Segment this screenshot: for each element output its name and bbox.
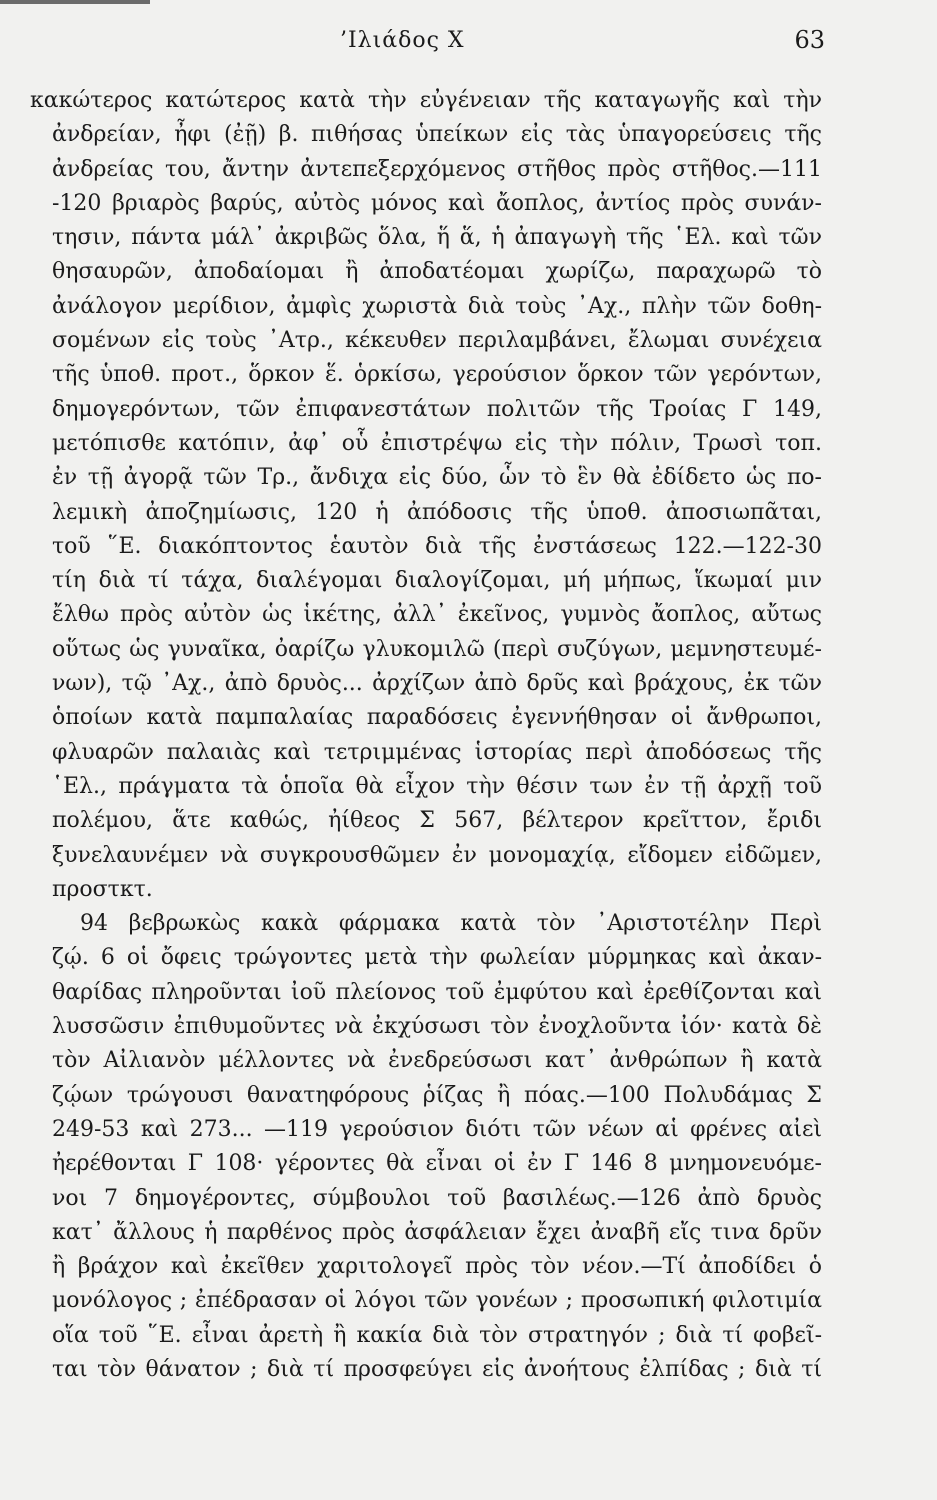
text-line: ξυνελαυνέμεν νὰ συγκρουσθῶμεν ἐν μονομαχίᾳ, εἴδομεν εἰδῶμεν, [52,842,822,868]
text-line: ἢ βράχον καὶ ἐκεῖθεν χαριτολογεῖ πρὸς τὸν νέον.—Τί ἀποδίδει ὁ [52,1254,822,1280]
text-line: κατ᾽ ἄλλους ἡ παρθένος πρὸς ἀσφάλειαν ἔχει ἀναβῆ εἴς τινα δρῦν [52,1219,822,1245]
text-line: οὕτως ὡς γυναῖκα, ὀαρίζω γλυκομιλῶ (περὶ συζύγων, μεμνηστευμέ- [52,636,822,662]
running-title: ’Ιλιάδος Χ [340,28,465,53]
text-line: οἵα τοῦ ῞Ε. εἶναι ἀρετὴ ἢ κακία διὰ τὸν στρατηγόν ; διὰ τί φοβεῖ- [52,1322,822,1348]
text-line: μετόπισθε κατόπιν, ἀφ᾽ οὗ ἐπιστρέψω εἰς τὴν πόλιν, Τρωσὶ τοπ. [52,430,822,456]
text-line: τὸν Αἰλιανὸν μέλλοντες νὰ ἐνεδρεύσωσι κατ᾽ ἀνθρώπων ἢ κατὰ [52,1048,822,1074]
text-line: μονόλογος ; ἐπέδρασαν οἱ λόγοι τῶν γονέων ; προσωπική φιλοτιμία [52,1288,822,1314]
page-number: 63 [794,26,825,54]
text-line: νοι 7 δημογέροντες, σύμβουλοι τοῦ βασιλέως.—126 ἀπὸ δρυὸς [52,1185,822,1211]
text-line: σομένων εἰς τοὺς ᾿Ατρ., κέκευθεν περιλαμβάνει, ἔλωμαι συνέχεια [52,328,822,354]
commentary-text [30,84,822,1387]
text-line: ἀνδρείας του, ἄντην ἀντεπεξερχόμενος στῆθος πρὸς στῆθος.—111 [52,156,822,182]
text-line: τίη διὰ τί τάχα, διαλέγομαι διαλογίζομαι, μή μήπως, ἵκωμαί μιν [52,568,822,594]
text-line: ῾Ελ., πράγματα τὰ ὁποῖα θὰ εἶχον τὴν θέσιν των ἐν τῇ ἀρχῇ τοῦ [52,773,822,799]
text-line: κακώτερος κατώτερος κατὰ τὴν εὐγένειαν τῆς καταγωγῆς καὶ τὴν [30,88,822,113]
running-header [0,22,937,56]
text-line: λυσσῶσιν ἐπιθυμοῦντες νὰ ἐκχύσωσι τὸν ἐνοχλοῦντα ἰόν· κατὰ δὲ [52,1014,822,1040]
text-line: φλυαρῶν παλαιὰς καὶ τετριμμένας ἱστορίας περὶ ἀποδόσεως τῆς [52,739,822,765]
text-line: 249-53 καὶ 273... —119 γερούσιον διότι τῶν νέων αἱ φρένες αἰεὶ [52,1116,822,1142]
text-line: ται τὸν θάνατον ; διὰ τί προσφεύγει εἰς ἀνοήτους ἐλπίδας ; διὰ τί [52,1356,822,1382]
text-line: -120 βριαρὸς βαρύς, αὐτὸς μόνος καὶ ἄοπλος, ἀντίος πρὸς συνάν- [52,190,822,216]
text-line: τοῦ ῞Ε. διακόπτοντος ἑαυτὸν διὰ τῆς ἐνστάσεως 122.—122-30 [52,533,822,559]
text-line: ἔλθω πρὸς αὐτὸν ὡς ἱκέτης, ἀλλ᾽ ἐκεῖνος, γυμνὸς ἄοπλος, αὔτως [52,602,822,628]
text-line: ἠερέθονται Γ 108· γέροντες θὰ εἶναι οἱ ἐν Γ 146 8 μνημονευόμε- [52,1151,822,1177]
text-line: τησιν, πάντα μάλ᾽ ἀκριβῶς ὅλα, ἥ ἅ, ἡ ἀπαγωγὴ τῆς ῾Ελ. καὶ τῶν [52,225,822,251]
text-line: ζῴων τρώγουσι θανατηφόρους ῥίζας ἢ πόας.—100 Πολυδάμας Σ [52,1082,822,1108]
text-line: τῆς ὑποθ. προτ., ὅρκον ἕ. ὁρκίσω, γερούσιον ὅρκον τῶν γερόντων, [52,362,822,388]
text-line: πολέμου, ἅτε καθώς, ἠίθεος Σ 567, βέλτερον κρεῖττον, ἔριδι [52,808,822,834]
text-line: λεμικὴ ἀποζημίωσις, 120 ἡ ἀπόδοσις τῆς ὑποθ. ἀποσιωπᾶται, [52,499,822,525]
text-line: δημογερόντων, τῶν ἐπιφανεστάτων πολιτῶν τῆς Τροίας Γ 149, [52,396,822,422]
text-line: ὁποίων κατὰ παμπαλαίας παραδόσεις ἐγεννήθησαν οἱ ἄνθρωποι, [52,705,822,731]
text-line: νων), τῷ ᾿Αχ., ἀπὸ δρυὸς... ἀρχίζων ἀπὸ δρῦς καὶ βράχους, ἐκ τῶν [52,671,822,697]
text-line: ζῴ. 6 οἱ ὄφεις τρώγοντες μετὰ τὴν φωλείαν μύρμηκας καὶ ἀκαν- [52,945,822,971]
text-line: 94 βεβρωκὼς κακὰ φάρμακα κατὰ τὸν ᾿Αριστοτέλην Περὶ [80,911,822,937]
text-line: θησαυρῶν, ἀποδαίομαι ἢ ἀποδατέομαι χωρίζω, παραχωρῶ τὸ [52,259,822,285]
text-line: ἀνδρείαν, ἦφι (ἐῇ) β. πιθήσας ὑπείκων εἰς τὰς ὑπαγορεύσεις τῆς [52,122,822,148]
text-line: προστκτ. [52,876,153,902]
text-line: ἀνάλογον μερίδιον, ἀμφὶς χωριστὰ διὰ τοὺς ᾿Αχ., πλὴν τῶν δοθη- [52,293,822,319]
text-line: ἐν τῇ ἀγορᾷ τῶν Τρ., ἄνδιχα εἰς δύο, ὧν τὸ ἓν θὰ ἐδίδετο ὡς πο- [52,465,822,491]
text-line: θαρίδας πληροῦνται ἰοῦ πλείονος τοῦ ἐμφύτου καὶ ἐρεθίζονται καὶ [52,979,822,1005]
page-edge-rule [0,0,150,4]
